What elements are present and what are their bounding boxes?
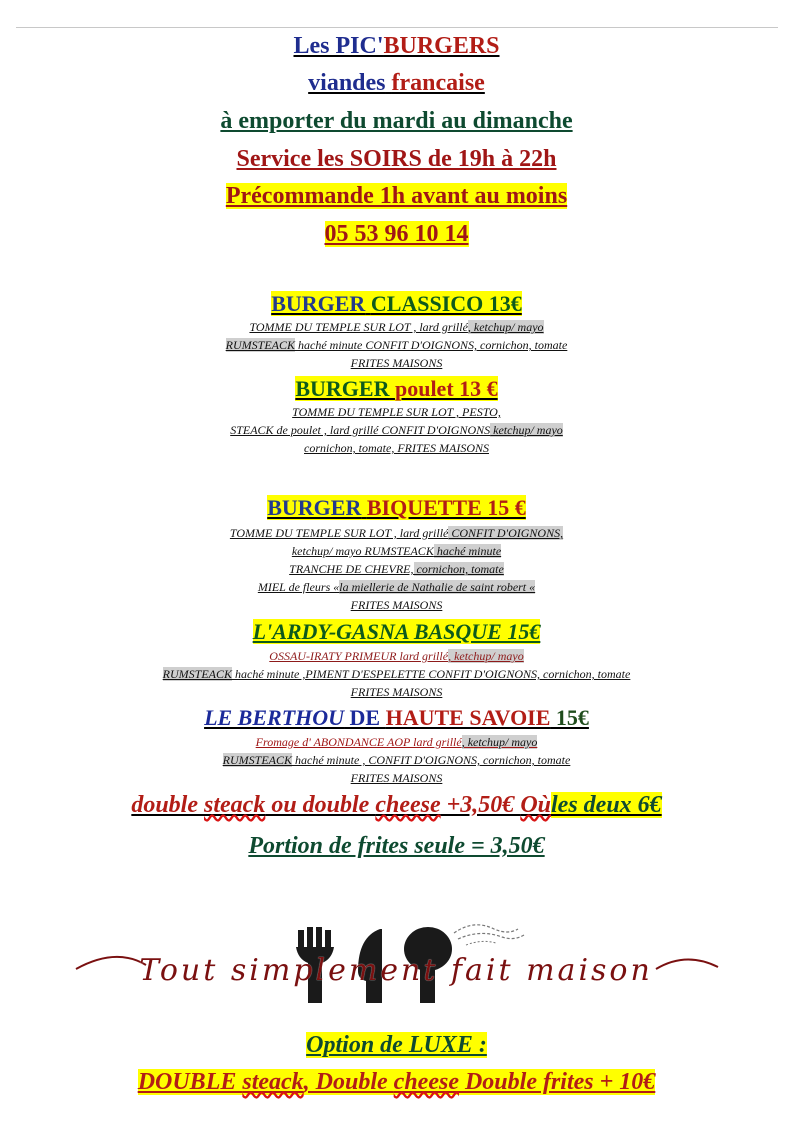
luxe-c: , Double [303, 1069, 394, 1095]
double-e: +3,50€ [440, 792, 521, 818]
poulet-desc-1: TOMME DU TEMPLE SUR LOT , PESTO, [292, 405, 501, 419]
classico-name-price: CLASSICO 13€ [370, 291, 522, 316]
title-part2: BURGERS [383, 33, 500, 59]
meat-origin-line [0, 70, 793, 97]
biquette-desc-1a: TOMME DU TEMPLE SUR LOT , lard grillé [229, 526, 449, 540]
classico-desc-1b: , ketchup/ mayo [467, 320, 544, 334]
berthou-name: LE BERTHOU [204, 705, 345, 730]
classico-title [0, 291, 793, 317]
biquette-title [0, 495, 793, 521]
takeaway-days: à emporter du mardi au dimanche [220, 108, 573, 134]
biquette-desc-4 [0, 580, 793, 595]
ardy-title [0, 619, 793, 645]
double-g: les deux 6€ [551, 792, 662, 818]
classico-desc-2b: haché minute CONFIT D'OIGNONS, cornichon, tomate [295, 338, 568, 352]
berthou-desc-2 [0, 753, 793, 768]
fries-portion: Portion de frites seule = 3,50€ [248, 833, 545, 859]
berthou-desc-1 [0, 735, 793, 750]
berthou-title [0, 705, 793, 731]
classico-desc-1a: TOMME DU TEMPLE SUR LOT , lard grillé [249, 320, 468, 334]
ardy-desc-1a: OSSAU-IRATY PRIMEUR lard grillé [269, 649, 449, 663]
double-b: steack [204, 792, 266, 818]
berthou-desc-1b: , ketchup/ mayo [461, 735, 538, 749]
classico-desc-1 [0, 320, 793, 335]
berthou-desc-2b: haché minute , CONFIT D'OIGNONS, cornichon, tomate [292, 753, 571, 767]
poulet-burger-word: BURGER [295, 376, 390, 401]
biquette-desc-4b: la miellerie de Nathalie de saint robert « [339, 580, 536, 594]
phone-line [0, 221, 793, 248]
double-f: Où [520, 792, 551, 818]
biquette-desc-4a: MIEL de fleurs « [257, 580, 340, 594]
luxe-title-text: Option de LUXE : [306, 1032, 487, 1058]
biquette-desc-2 [0, 544, 793, 559]
biquette-desc-5: FRITES MAISONS [350, 598, 443, 612]
double-option-line [0, 792, 793, 819]
biquette-desc-2a: ketchup/ mayo RUMSTEACK [291, 544, 434, 558]
biquette-desc-2b: haché minute [433, 544, 502, 558]
classico-desc-2 [0, 338, 793, 353]
poulet-desc-2a: STEACK de poulet , lard grillé CONFIT D'OIGNONS [230, 423, 491, 437]
ardy-desc-3: FRITES MAISONS [350, 685, 443, 699]
classico-desc-2a: RUMSTEACK [225, 338, 295, 352]
poulet-desc-2 [0, 423, 793, 438]
berthou-price: 15€ [550, 705, 589, 730]
luxe-title [0, 1032, 793, 1059]
biquette-name-price: BIQUETTE 15 € [366, 495, 526, 520]
poulet-desc-3: cornichon, tomate, FRITES MAISONS [304, 441, 489, 455]
top-divider [16, 27, 778, 28]
luxe-a: DOUBLE [137, 1069, 243, 1095]
biquette-desc-1 [0, 526, 793, 541]
poulet-title [0, 376, 793, 402]
poulet-desc-2b: ketchup/ mayo [490, 423, 563, 437]
berthou-desc-3: FRITES MAISONS [350, 771, 443, 785]
berthou-de: DE [344, 705, 386, 730]
fait-maison-logo [66, 911, 726, 1011]
double-d: cheese [375, 792, 441, 818]
berthou-desc-1a: Fromage d' ABONDANCE AOP lard grillé [255, 735, 462, 749]
logo-script-text: Tout simplement fait maison [139, 953, 653, 988]
biquette-desc-1b: CONFIT D'OIGNONS, [448, 526, 564, 540]
meat-word: viandes [308, 70, 386, 96]
double-a: double [131, 792, 204, 818]
double-c: ou double [265, 792, 376, 818]
ardy-desc-1 [0, 649, 793, 664]
biquette-burger-word: BURGER [267, 495, 362, 520]
title-part1: Les PIC' [293, 33, 384, 59]
ardy-desc-2 [0, 667, 793, 682]
classico-burger-word: BURGER [271, 291, 366, 316]
ardy-title-text: L'ARDY-GASNA BASQUE 15€ [252, 619, 541, 644]
origin-word: francaise [391, 70, 485, 96]
luxe-line [0, 1069, 793, 1096]
title-line [0, 33, 793, 60]
ardy-desc-2a: RUMSTEACK [162, 667, 232, 681]
luxe-d: cheese [393, 1069, 459, 1095]
biquette-desc-3a: TRANCHE DE CHEVRE, [289, 562, 414, 576]
phone-number: 05 53 96 10 14 [324, 221, 469, 247]
preorder-text: Précommande 1h avant au moins [225, 183, 568, 209]
poulet-name-price: poulet 13 € [394, 376, 498, 401]
classico-desc-3: FRITES MAISONS [350, 356, 443, 370]
berthou-desc-2a: RUMSTEACK [222, 753, 292, 767]
luxe-e: Double frites + 10€ [458, 1069, 656, 1095]
biquette-desc-3 [0, 562, 793, 577]
luxe-b: steack [242, 1069, 304, 1095]
service-hours: Service les SOIRS de 19h à 22h [236, 146, 557, 172]
ardy-desc-2b: haché minute ,PIMENT D'ESPELETTE CONFIT D'OIGNONS, cornichon, tomate [232, 667, 631, 681]
biquette-desc-3b: cornichon, tomate [413, 562, 504, 576]
preorder-line [0, 183, 793, 210]
berthou-region: HAUTE SAVOIE [385, 705, 551, 730]
ardy-desc-1b: , ketchup/ mayo [448, 649, 524, 663]
